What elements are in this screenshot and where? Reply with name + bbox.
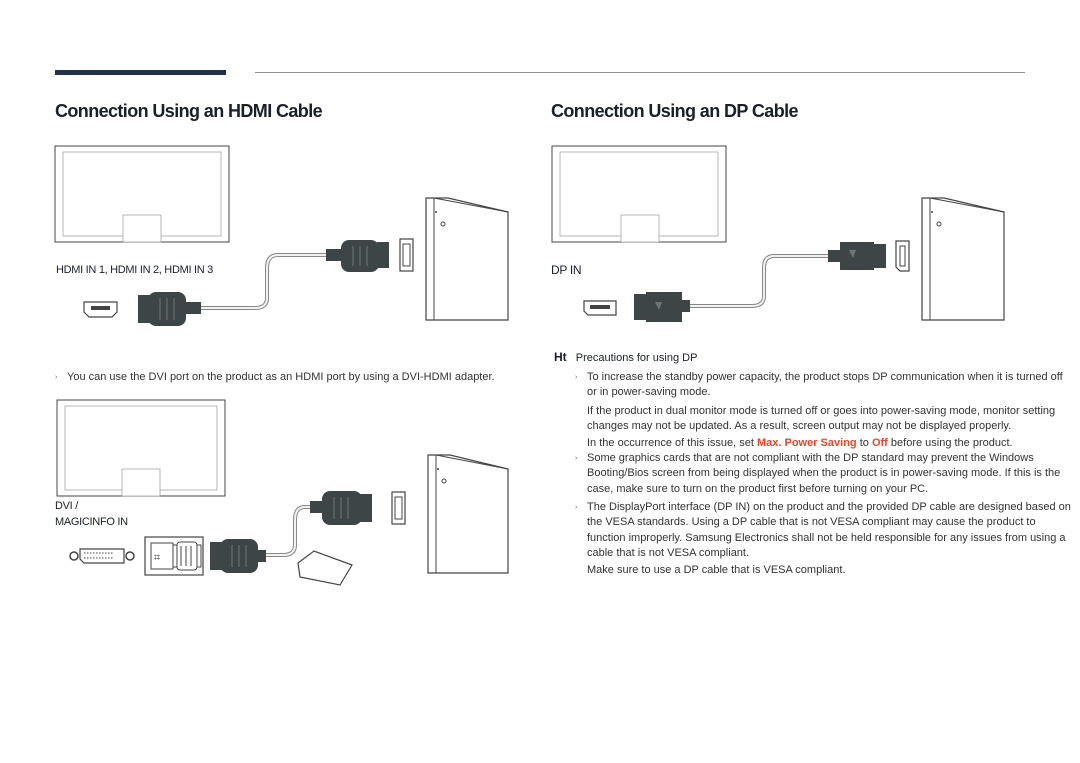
precautions-title: Precautions for using DP <box>575 352 698 364</box>
precautions-heading <box>554 350 697 364</box>
hdmi-port-monitor-icon <box>84 302 117 317</box>
dp-bullet-1-line2: If the product in dual monitor mode is turned off or goes into power-saving mode, monitor setting changes may not be updated. As a result, screen output may not be displayed properly. <box>587 404 1056 433</box>
dp-plug-monitor-side-icon <box>634 292 690 322</box>
monitor-rear-illustration-2 <box>57 400 225 496</box>
note-bullet-icon: › <box>575 455 578 462</box>
hdmi-section-title: Connection Using an HDMI Cable <box>55 101 323 121</box>
dp-bullet-2-text: Some graphics cards that are not compliant with the DP standard may prevent the Windows Booting/Bios screen from being displayed when the product is in power-saving mode. If this is the case, make sure to turn on the product first before turning on your PC. <box>587 452 1061 495</box>
off-setting-value: Off <box>871 436 888 449</box>
hdmi-port-pc-icon-2 <box>392 492 405 524</box>
note-bullet-icon: › <box>575 374 578 381</box>
pc-tower-illustration <box>426 198 508 320</box>
hdmi-port-label: HDMI IN 1, HDMI IN 2, HDMI IN 3 <box>56 264 213 276</box>
dvi-port-label-line1: DVI / <box>55 500 78 512</box>
dp-bullet-1-line3-pre: In the occurrence of this issue, set <box>587 436 754 449</box>
dp-bullet-1-line1: To increase the standby power capacity, the product stops DP communication when it is turned off or in power-saving mode. <box>587 371 1063 399</box>
hdmi-note-text: You can use the DVI port on the product as an HDMI port by using a DVI-HDMI adapter. <box>67 371 495 383</box>
dp-bullet-1-line3-post: before using the product. <box>890 436 1013 449</box>
flat-adapter-card-illustration <box>298 551 352 585</box>
dp-port-monitor-icon <box>584 301 616 315</box>
dp-section-title: Connection Using an DP Cable <box>551 101 798 121</box>
dp-bullet-1-line3 <box>587 436 1073 451</box>
hdmi-plug-pc-side-icon-2 <box>310 491 372 525</box>
dp-bullet-2 <box>575 451 1071 497</box>
hdmi-port-pc-icon <box>400 239 413 271</box>
dp-port-label: DP IN <box>551 263 582 277</box>
header-rule-thin <box>255 72 1025 73</box>
dp-bullet-3-extra: Make sure to use a DP cable that is VESA compliant. <box>587 563 846 576</box>
dp-bullet-1-line3-mid: to <box>859 436 869 449</box>
svg-text:⌗: ⌗ <box>154 552 161 564</box>
note-bullet-icon: › <box>575 504 578 511</box>
pc-tower-illustration-2 <box>428 455 508 573</box>
dvi-port-label-line2: MAGICINFO IN <box>55 516 128 528</box>
max-power-saving-setting: Max. Power Saving <box>756 436 857 449</box>
header-rule-thick <box>55 70 226 75</box>
dvi-port-label <box>55 498 128 530</box>
dp-bullet-3-text: The DisplayPort interface (DP IN) on the product and the provided DP cable are designed based on the VESA standards. Using a DP cable that is not VESA compliant may cause the product to function improperly. Samsung Electronics shall not be held responsible for any issues from using a cable that is not VESA compliant. <box>587 501 1071 560</box>
monitor-rear-illustration <box>55 146 229 242</box>
precautions-icon: Ht <box>554 350 567 364</box>
dp-bullet-3 <box>575 500 1073 578</box>
dp-port-pc-icon <box>896 241 909 271</box>
monitor-rear-illustration-3 <box>552 146 726 242</box>
hdmi-plug-pc-side-icon <box>326 240 389 272</box>
dvi-port-monitor-icon <box>70 549 134 563</box>
dp-bullet-1 <box>575 370 1073 451</box>
note-bullet-icon: › <box>55 374 58 381</box>
pc-tower-illustration-3 <box>922 198 1004 320</box>
hdmi-plug-monitor-side-icon-2 <box>210 539 266 573</box>
dp-plug-pc-side-icon <box>828 242 886 270</box>
dvi-connection-diagram <box>50 395 520 590</box>
dp-connection-diagram <box>546 140 1016 330</box>
hdmi-note <box>55 370 527 385</box>
hdmi-connection-diagram <box>50 140 520 330</box>
hdmi-plug-monitor-side-icon <box>138 292 201 326</box>
dvi-hdmi-adapter-icon <box>145 537 203 575</box>
